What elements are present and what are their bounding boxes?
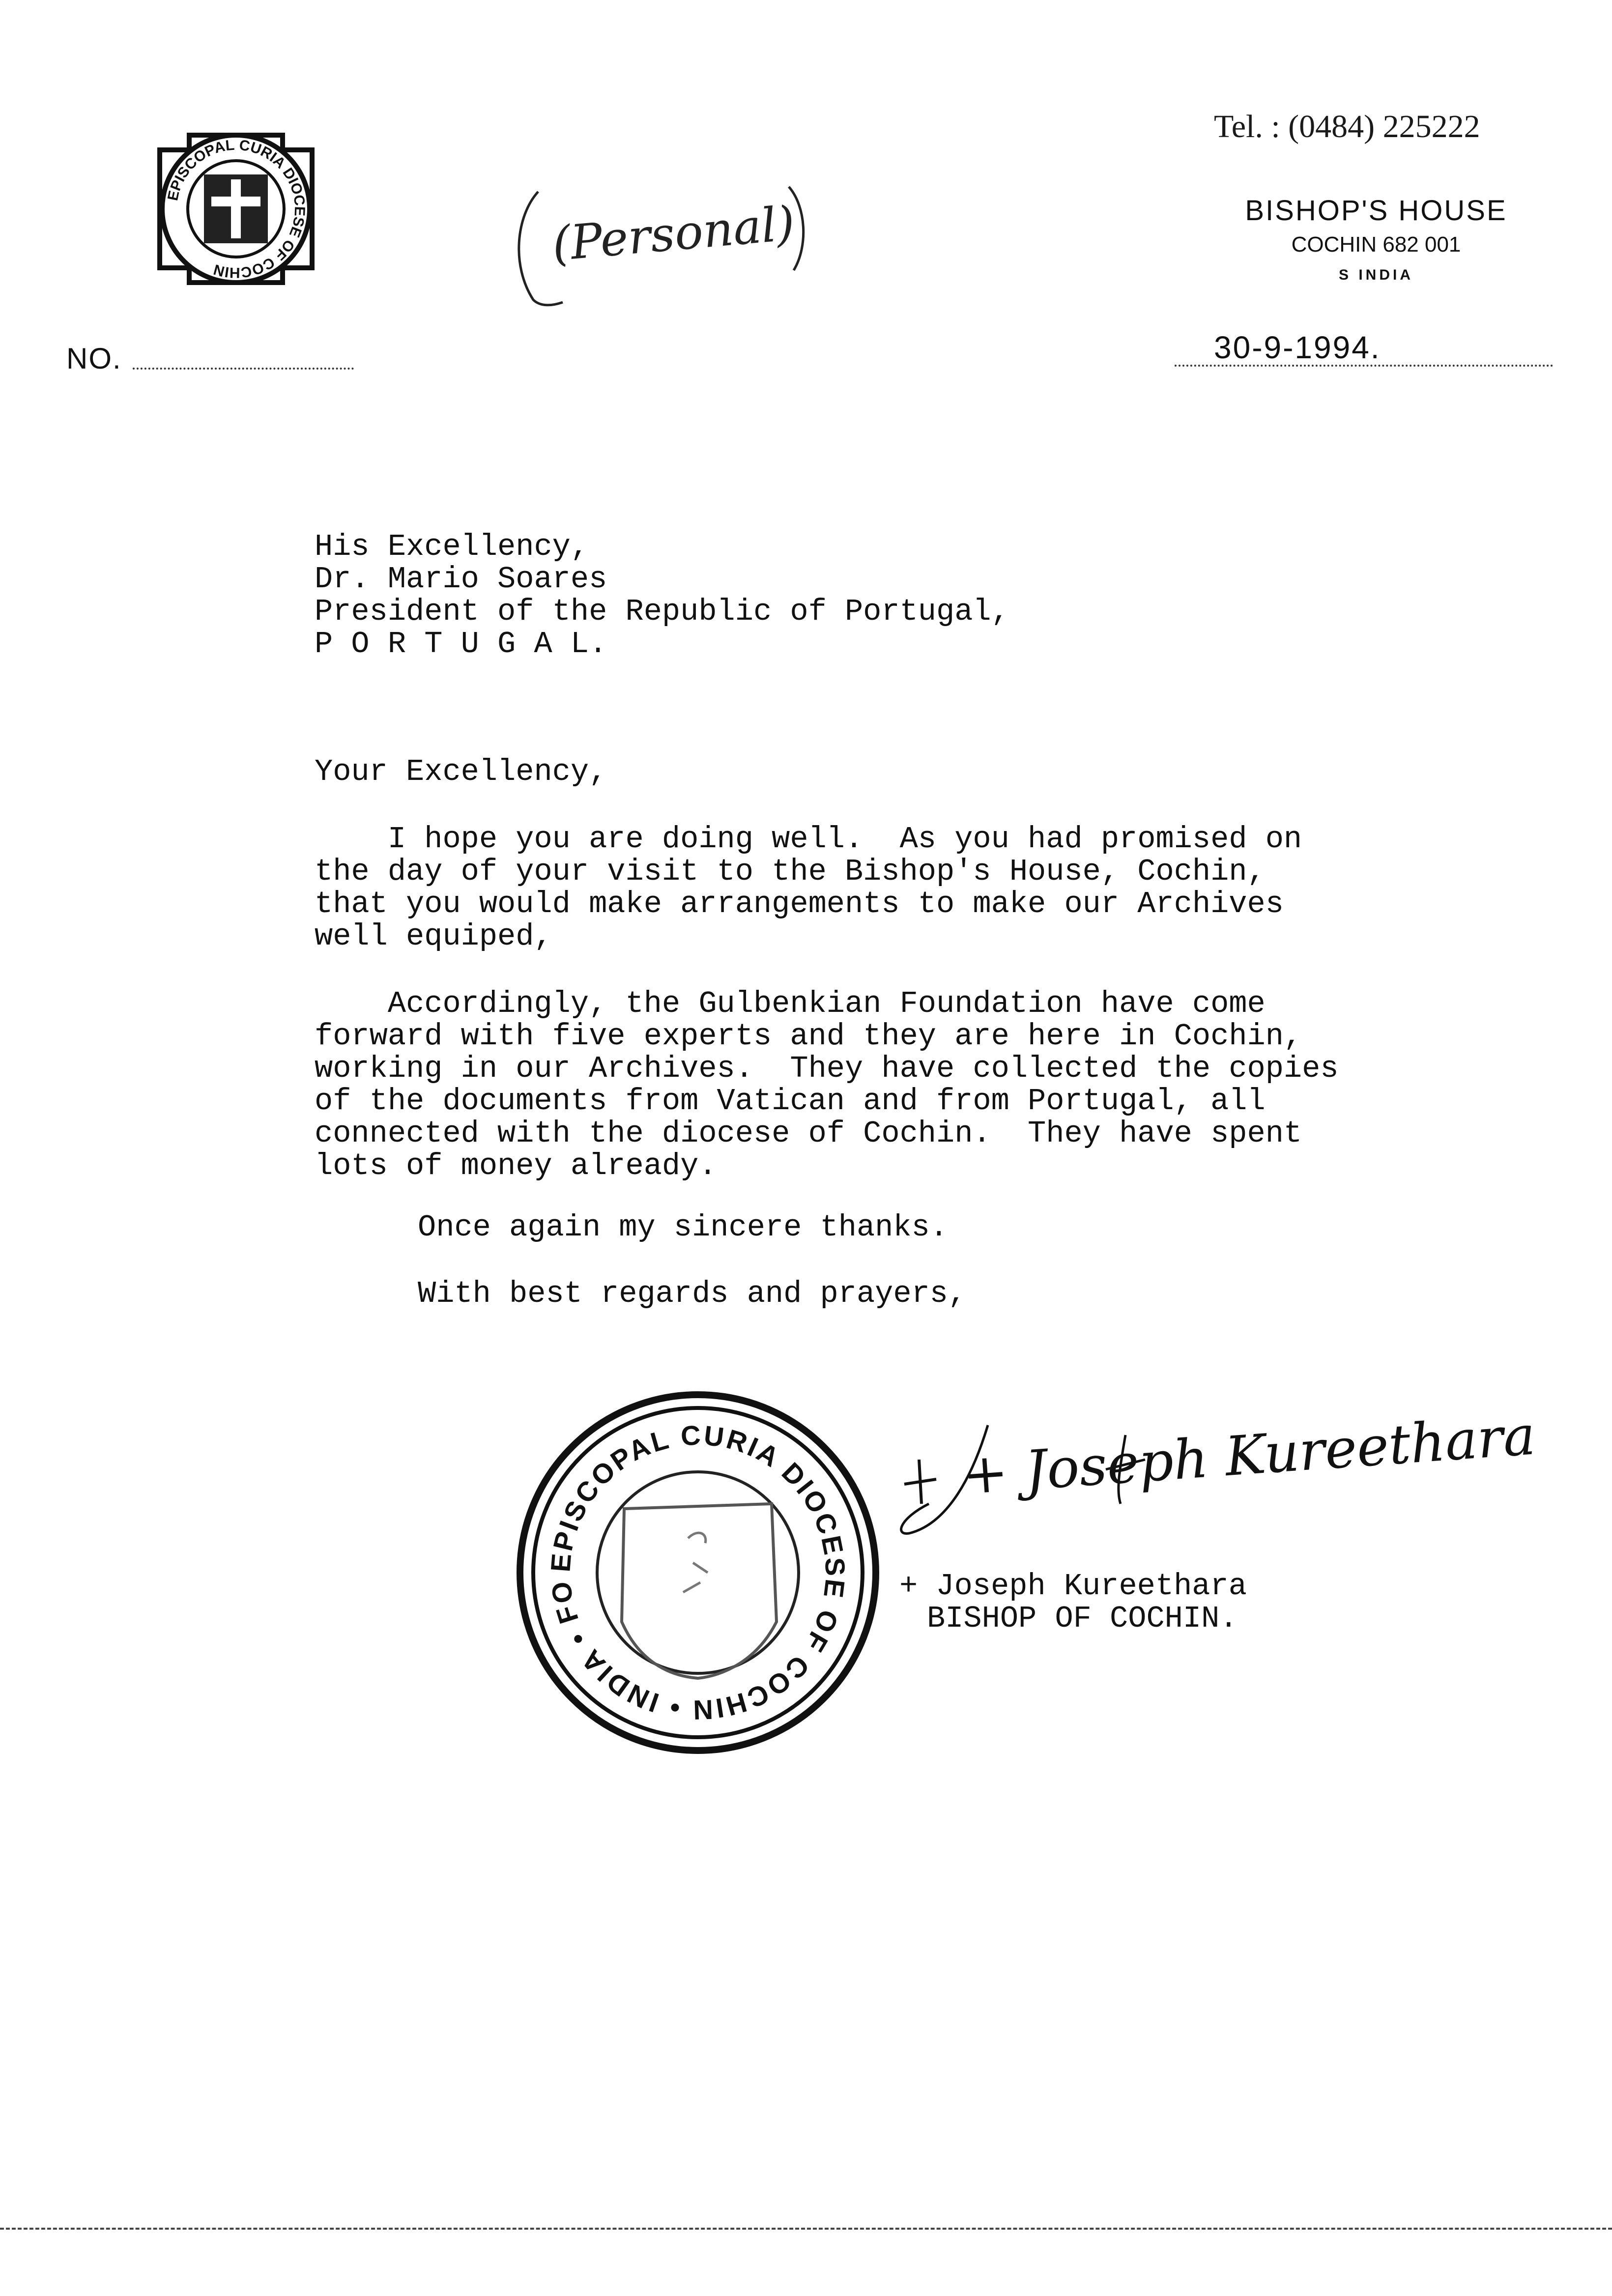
salutation: Your Excellency, (315, 754, 607, 789)
reference-number-label: NO. (66, 342, 122, 375)
recipient-line: Dr. Mario Soares (315, 562, 607, 597)
signer-title: BISHOP OF COCHIN. (927, 1601, 1238, 1636)
date-underline (1175, 365, 1553, 367)
svg-text:EPISCOPAL CURIA DIOCESE OF COC: EPISCOPAL CURIA DIOCESE OF COCHIN • INDIA • FO (545, 1419, 851, 1726)
recipient-line: President of the Republic of Portugal, (315, 594, 1009, 629)
closing: With best regards and prayers, (418, 1276, 967, 1311)
svg-text:EPISCOPAL CURIA DIOCESE OF COC: EPISCOPAL CURIA DIOCESE OF COCHIN (165, 137, 308, 281)
house-country: S INDIA (1338, 267, 1413, 283)
paragraph-1 (315, 823, 1302, 953)
paragraph-3: Once again my sincere thanks. (418, 1210, 948, 1245)
paragraph-line: well equiped, (315, 919, 552, 954)
recipient-line: His Excellency, (315, 529, 589, 564)
paragraph-line: I hope you are doing well. As you had promised on (315, 822, 1302, 857)
svg-text:(Personal): (Personal) (549, 196, 797, 272)
diocese-logo (143, 115, 329, 302)
paragraph-line: the day of your visit to the Bishop's House, Cochin, (315, 854, 1266, 889)
house-city: COCHIN 682 001 (1291, 232, 1461, 257)
letter-date: 30-9-1994. (1214, 330, 1381, 365)
recipient-address (315, 531, 1009, 660)
footer-rule (0, 2228, 1612, 2230)
handwritten-signature (890, 1404, 1538, 1548)
paragraph-line: connected with the diocese of Cochin. They have spent (315, 1116, 1302, 1151)
paragraph-2 (315, 988, 1339, 1182)
paragraph-line: Accordingly, the Gulbenkian Foundation have come (315, 986, 1266, 1021)
telephone: Tel. : (0484) 225222 (1214, 109, 1480, 144)
signer-block (899, 1570, 1247, 1635)
reference-number-line (133, 368, 354, 370)
diocese-seal-stamp (511, 1386, 885, 1759)
svg-text:+ Joseph Kureethara: + Joseph Kureethara (960, 1404, 1538, 1507)
paragraph-line: of the documents from Vatican and from Portugal, all (315, 1084, 1266, 1119)
paragraph-line: forward with five experts and they are here in Cochin, (315, 1019, 1302, 1054)
paragraph-line: lots of money already. (315, 1148, 717, 1183)
paragraph-line: that you would make arrangements to make our Archives (315, 887, 1284, 921)
bishops-house-title: BISHOP'S HOUSE (1245, 195, 1507, 227)
handwritten-personal-note (499, 177, 833, 315)
signer-name: + Joseph Kureethara (899, 1569, 1247, 1604)
paragraph-line: working in our Archives. They have collected the copies (315, 1051, 1339, 1086)
recipient-line: P O R T U G A L. (315, 627, 607, 661)
